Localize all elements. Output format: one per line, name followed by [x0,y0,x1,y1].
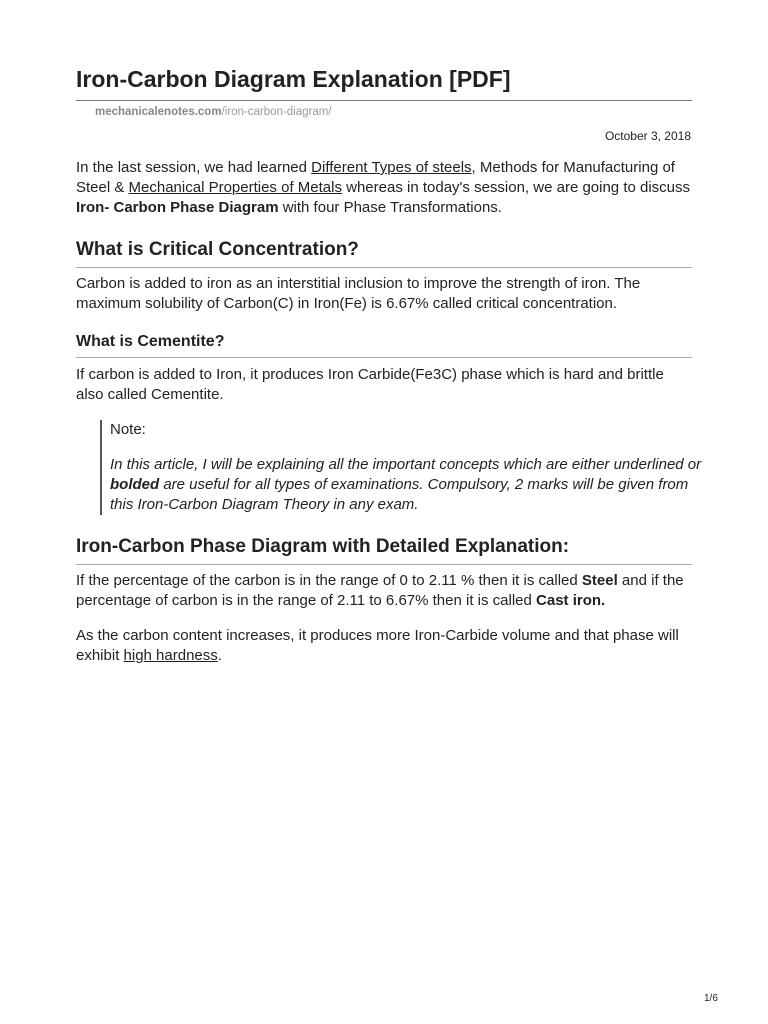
intro-text-4: with four Phase Transformations. [278,199,502,216]
p4-bold-cast-iron: Cast iron. [536,592,606,609]
p5-text-2: . [217,647,222,664]
critical-concentration-paragraph: Carbon is added to iron as an interstitial inclusion to improve the strength of iron. The maximum solubility of Carbon(C) in Iron(Fe) is 6.67% called critical concentration. [76,275,641,312]
link-types-of-steels[interactable]: Different Types of steels [311,159,472,176]
intro-text-3: whereas in today's session, we are going to discuss [341,179,691,196]
carbon-content-paragraph [76,626,692,666]
p4-text-2: and if the percentage of carbon is in the range of 2.11 to 6.67% then it is called [76,572,684,609]
source-url[interactable] [95,106,332,118]
heading-critical-concentration: What is Critical Concentration? [76,239,692,268]
cementite-paragraph: If carbon is added to Iron, it produces Iron Carbide(Fe3C) phase which is hard and brittle also called Cementite. [76,366,664,403]
note-text [110,455,702,515]
heading-cementite: What is Cementite? [76,333,692,358]
link-high-hardness[interactable]: high hardness [123,647,218,664]
note-label: Note: [110,421,146,438]
p4-text-1: If the percentage of the carbon is in the range of 0 to 2.11 % then it is called [76,572,582,589]
intro-text-2: , Methods for Manufacturing of Steel & [76,159,675,196]
note-blockquote [100,420,702,515]
intro-paragraph [76,158,692,218]
note-text-2: are useful for all types of examinations. Compulsory, 2 marks will be given from this Iron-Carbon Diagram Theory in any exam. [110,476,689,513]
heading-phase-diagram: Iron-Carbon Phase Diagram with Detailed Explanation: [76,536,692,565]
note-bold: bolded [110,476,160,493]
p5-text-1: As the carbon content increases, it produces more Iron-Carbide volume and that phase will exhibit [76,627,679,664]
source-domain[interactable]: mechanicalenotes.com [95,106,222,118]
intro-bold: Iron- Carbon Phase Diagram [76,199,279,216]
p4-bold-steel: Steel [581,572,618,589]
link-mechanical-properties[interactable]: Mechanical Properties of Metals [128,179,342,196]
source-path[interactable]: /iron-carbon-diagram/ [221,106,332,118]
intro-text-1: In the last session, we had learned [76,159,312,176]
note-text-1: In this article, I will be explaining all the important concepts which are either underlined or [110,456,702,473]
page-number: 1/6 [704,993,718,1004]
steel-castiron-paragraph [76,571,692,611]
page-title: Iron-Carbon Diagram Explanation [PDF] [76,66,692,101]
publish-date: October 3, 2018 [604,129,691,143]
